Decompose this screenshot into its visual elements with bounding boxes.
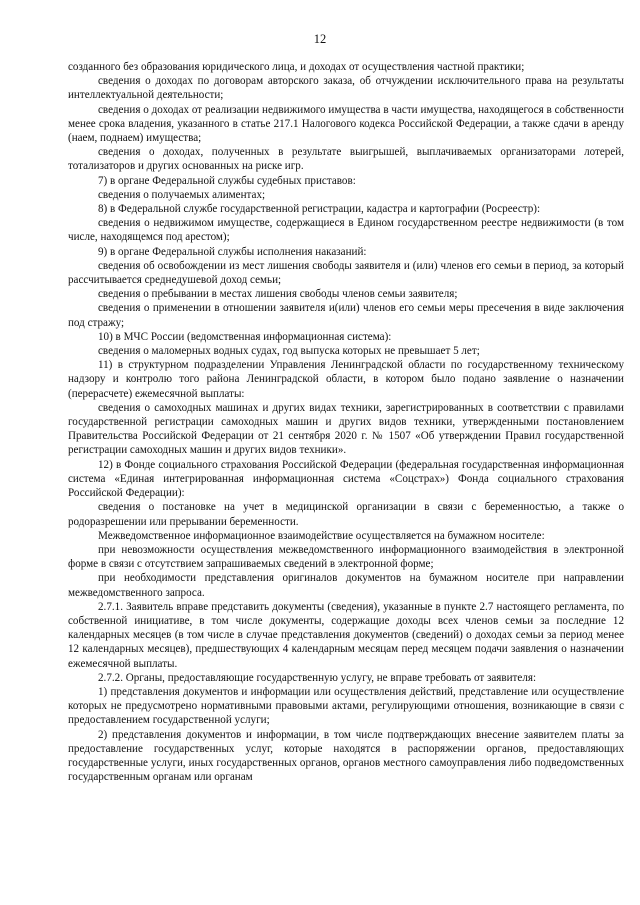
paragraph: сведения об освобождении из мест лишения свободы заявителя и (или) членов его семьи в период, за который рассчитывается среднедушевой доход семьи;	[68, 259, 624, 287]
paragraph: сведения о недвижимом имуществе, содержащиеся в Едином государственном реестре недвижимости (в том числе, находящемся под арестом);	[68, 217, 624, 244]
paragraph: 2) представления документов и информации, в том числе подтверждающих внесение заявителем платы за предоставление государственных услуг, которые находятся в распоряжении органов, предоставляющих государственные услуги, иных государственных органов, органов местного самоуправления либо подведомственных государственным органам или органам	[68, 728, 624, 784]
paragraph: 12) в Фонде социального страхования Российской Федерации (федеральная государственная информационная система «Единая интегрированная информационная система «Соцстрах») Фонда социального страхования Российской Федерации):	[68, 458, 624, 500]
paragraph: сведения о доходах, полученных в результате выигрышей, выплачиваемых организаторами лотерей, тотализаторов и других основанных на риске игр.	[68, 146, 624, 173]
paragraph: при невозможности осуществления межведомственного информационного взаимодействия в электронной форме в связи с отсутствием запрашиваемых сведений в электронной форме;	[68, 543, 624, 571]
paragraph: сведения о постановке на учет в медицинской организации в связи с беременностью, а также о родоразрешении или прерывании беременности.	[68, 501, 624, 528]
paragraph: созданного без образования юридического лица, и доходах от осуществления частной практики;	[68, 61, 525, 73]
paragraph: 10) в МЧС России (ведомственная информационная система):	[98, 330, 392, 343]
paragraph: сведения о самоходных машинах и других видах техники, зарегистрированных в соответствии с правилами государственной регистрации самоходных машин и других видов техники, утвержденными постановлением Правительства Российской Федерации от 21 сентября 2020 г. № 1507 «Об утверждении Правил государственной регистрации самоходных машин и других видов техники».	[68, 401, 624, 457]
paragraph: 7) в органе Федеральной службы судебных приставов:	[98, 174, 356, 187]
page-number: 12	[313, 32, 327, 46]
paragraph: 1) представления документов и информации или осуществления действий, представление или осуществление которых не предусмотрено нормативными правовыми актами, регулирующими отношения, возникающие в связи с предоставлением государственной услуги;	[68, 685, 624, 727]
paragraph: при необходимости представления оригиналов документов на бумажном носителе при направлении межведомственного запроса.	[68, 572, 624, 599]
paragraph: сведения о доходах от реализации недвижимого имущества в части имущества, находящегося в собственности менее срока владения, указанного в статье 217.1 Налогового кодекса Российской Федерации, а также сдачи в аренду (наем, поднаем) имущества;	[68, 103, 624, 145]
paragraph: 2.7.2. Органы, предоставляющие государственную услугу, не вправе требовать от заявителя:	[98, 671, 537, 684]
paragraph: сведения о применении в отношении заявителя и(или) членов его семьи меры пресечения в виде заключения под стражу;	[68, 302, 624, 329]
paragraph: сведения о получаемых алиментах;	[98, 188, 266, 201]
paragraph: сведения о пребывании в местах лишения свободы членов семьи заявителя;	[98, 288, 458, 301]
paragraph: 8) в Федеральной службе государственной регистрации, кадастра и картографии (Росреестр):	[98, 203, 541, 216]
paragraph: Межведомственное информационное взаимодействие осуществляется на бумажном носителе:	[98, 529, 545, 542]
paragraph: 9) в органе Федеральной службы исполнения наказаний:	[98, 245, 367, 258]
paragraph: сведения о маломерных водных судах, год выпуска которых не превышает 5 лет;	[98, 345, 480, 358]
paragraph: сведения о доходах по договорам авторского заказа, об отчуждении исключительного права на результаты интеллектуальной деятельности;	[68, 75, 624, 102]
paragraph: 11) в структурном подразделении Управления Ленинградской области по государственному техническому надзору и контролю того района Ленинградской области, в котором было подано заявление о назначении (перерасчете) ежемесячной выплаты:	[68, 359, 624, 400]
document-body	[68, 60, 624, 784]
paragraph: 2.7.1. Заявитель вправе представить документы (сведения), указанные в пункте 2.7 настоящего регламента, по собственной инициативе, в том числе документы, содержащие доходы всех членов семьи за последние 12 календарных месяцев (в том числе в случае представления документов (сведений) о доходах семьи за период менее 12 календарных месяцев), предшествующих 4 календарным месяцам перед месяцем подачи заявления о назначении ежемесячной выплаты.	[68, 600, 624, 670]
